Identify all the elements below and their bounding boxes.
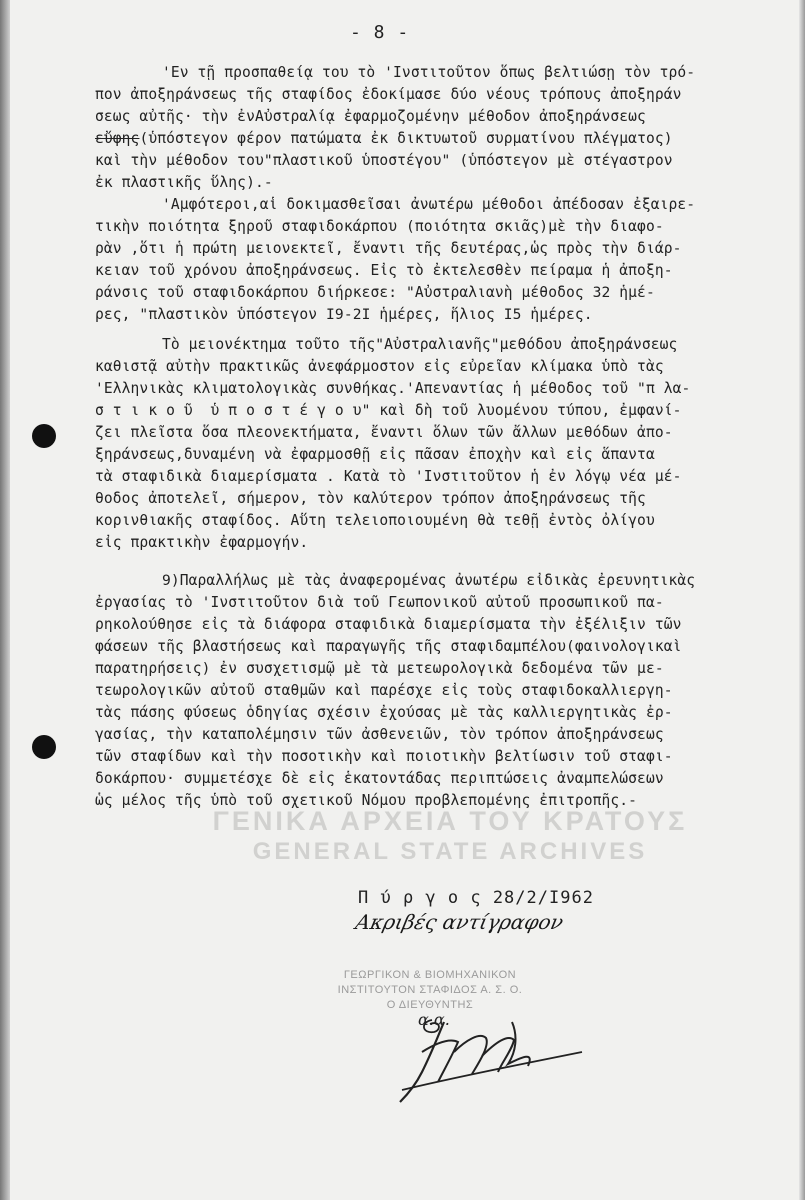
text-line: 'Εν τῇ προσπαθείᾳ του τὸ 'Ινστιτοῦτον ὅπως βελτιώσῃ τὸν τρό-	[162, 64, 696, 81]
text-line: δοκάρπου· συμμετέσχε δὲ εἰς ἑκατοντάδας περιπτώσεις ἀναμπελώσεων	[95, 770, 664, 787]
text-line: τῶν σταφίδων καὶ τὴν ποσοτικὴν καὶ ποιοτικὴν βελτίωσιν τοῦ σταφι-	[95, 748, 673, 765]
text-line: πον ἀποξηράνσεως τῆς σταφίδος ἐδοκίμασε δύο νέους τρόπους ἀποξηράν	[95, 86, 682, 103]
stamp-line-3: Ο ΔΙΕΥΘΥΝΤΗΣ	[386, 999, 474, 1011]
punch-hole	[32, 735, 56, 759]
text-line: 'Αμφότεροι,αἱ δοκιμασθεῖσαι ἀνωτέρω μέθοδοι ἀπέδοσαν ἐξαιρε-	[162, 196, 696, 213]
stamp-line-1: ΓΕΩΡΓΙΚΟΝ & ΒΙΟΜΗΧΑΝΙΚΟΝ	[343, 969, 517, 981]
archive-watermark-english: GENERAL STATE ARCHIVES	[252, 838, 648, 865]
text-line: 9)Παραλλήλως μὲ τὰς ἀναφερομένας ἀνωτέρω εἰδικὰς ἐρευνητικὰς	[162, 572, 696, 589]
text-line: φάσεων τῆς βλαστήσεως καὶ παραγωγῆς τῆς σταφιδαμπέλου(φαινολογικαὶ	[95, 638, 682, 655]
text-line: παρατηρήσεις) ἐν συσχετισμῷ μὲ τὰ μετεωρολογικὰ δεδομένα τῶν με-	[95, 660, 664, 677]
text-line: ὡς μέλος τῆς ὑπὸ τοῦ σχετικοῦ Νόμου προβλεπομένης ἐπιτροπῆς.-	[95, 792, 638, 809]
text-line: σεως αὐτῆς· τὴν ἐνΑὐστραλίᾳ ἐφαρμοζομένην μέθοδον ἀποξηράνσεως	[95, 108, 646, 125]
text-line: ρὰν ,ὅτι ἡ πρώτη μειονεκτεῖ, ἔναντι τῆς δευτέρας,ὡς πρὸς τὴν διάρ-	[95, 240, 682, 257]
text-line: εἰς πρακτικὴν ἐφαρμογήν.	[95, 534, 309, 551]
text-line: καὶ τὴν μέθοδον του"πλαστικοῦ ὑποστέγου" (ὑπόστεγον μὲ στέγαστρον	[95, 152, 673, 169]
place-date: Π ύ ρ γ ο ς 28/2/I962	[358, 888, 594, 908]
text-line: ἐκ πλαστικῆς ὕλης).-	[95, 174, 273, 191]
text-line: τικὴν ποιότητα ξηροῦ σταφιδοκάρπου (ποιότητα σκιᾶς)μὲ τὴν διαφο-	[95, 218, 664, 235]
text-line: θοδος ἀποτελεῖ, σήμερον, τὸν καλύτερον τρόπον ἀποξηράνσεως τῆς	[95, 490, 646, 507]
text-line: 'Ελληνικὰς κλιματολογικὰς συνθήκας.'Απεναντίας ἡ μέθοδος τοῦ "π λα-	[95, 380, 691, 397]
text-line: Τὸ μειονέκτημα τοῦτο τῆς"Αὐστραλιανῆς"μεθόδου ἀποξηράνσεως	[162, 336, 678, 353]
text-line: ξηράνσεως,δυναμένη νὰ ἐφαρμοσθῇ εἰς πᾶσαν ἐποχὴν καὶ εἰς ἅπαντα	[95, 446, 655, 463]
text-line: τὰ σταφιδικὰ διαμερίσματα . Κατὰ τὸ 'Ινστιτοῦτον ἡ ἐν λόγῳ νέα μέ-	[95, 468, 682, 485]
text-line: σ τ ι κ ο ῦ ὑ π ο σ τ έ γ ο υ" καὶ δὴ τοῦ λυομένου τύπου, ἐμφανί-	[95, 402, 682, 419]
archive-watermark-greek: ΓΕΝΙΚΑ ΑΡΧΕΙΑ ΤΟΥ ΚΡΑΤΟΥΣ	[212, 806, 688, 836]
text-line: εὔφης(ὑπόστεγον φέρον πατώματα ἐκ δικτυωτοῦ συρματίνου πλέγματος)	[95, 130, 673, 147]
text-line: ρες, "πλαστικὸν ὑπόστεγον I9-2I ἡμέρες, ἥλιος I5 ἡμέρες.	[95, 306, 593, 323]
text-line: ράνσις τοῦ σταφιδοκάρπου διήρκεσε: "Αὐστραλιανὴ μέθοδος 32 ἡμέ-	[95, 284, 655, 301]
text-line: κορινθιακῆς σταφίδος. Αὕτη τελειοποιουμένη θὰ τεθῇ ἐντὸς ὀλίγου	[95, 512, 655, 529]
handwritten-certification: Ακριβές αντίγραφον	[353, 910, 566, 934]
text-line: ρηκολούθησε εἰς τὰ διάφορα σταφιδικὰ διαμερίσματα τὴν ἐξέλιξιν τῶν	[95, 616, 682, 633]
text-line: ἐργασίας τὸ 'Ινστιτοῦτον διὰ τοῦ Γεωπονικοῦ αὐτοῦ προσωπικοῦ πα-	[95, 594, 664, 611]
text-line: τεωρολογικῶν αὐτοῦ σταθμῶν καὶ παρέσχε εἰς τοὺς σταφιδοκαλλιεργη-	[95, 682, 673, 699]
page-number: - 8 -	[350, 22, 410, 43]
text-line: κειαν τοῦ χρόνου ἀποξηράνσεως. Εἰς τὸ ἐκτελεσθὲν πείραμα ἡ ἀποξη-	[95, 262, 673, 279]
text-line: καθιστᾷ αὐτὴν πρακτικῶς ἀνεφάρμοστον εἰς εὐρεῖαν κλίμακα ὑπὸ τὰς	[95, 358, 664, 375]
text-line: ζει πλεῖστα ὅσα πλεονεκτήματα, ἔναντι ὅλων τῶν ἄλλων μεθόδων ἀπο-	[95, 424, 673, 441]
text-line: τὰς πάσης φύσεως ὁδηγίας σχέσιν ἐχούσας μὲ τὰς καλλιεργητικὰς ἐρ-	[95, 704, 673, 721]
stamp-line-2: ΙΝΣΤΙΤΟΥΤΟΝ ΣΤΑΦΙΔΟΣ Α. Σ. Ο.	[337, 984, 523, 996]
institute-stamp	[300, 968, 560, 1013]
text-line: γασίας, τὴν καταπολέμησιν τῶν ἀσθενειῶν, τὸν τρόπον ἀποξηράνσεως	[95, 726, 664, 743]
punch-hole	[32, 424, 56, 448]
signature-initials: α.α.	[418, 1010, 450, 1029]
text-line-rest: (ὑπόστεγον φέρον πατώματα ἐκ δικτυωτοῦ συρματίνου πλέγματος)	[139, 130, 673, 147]
